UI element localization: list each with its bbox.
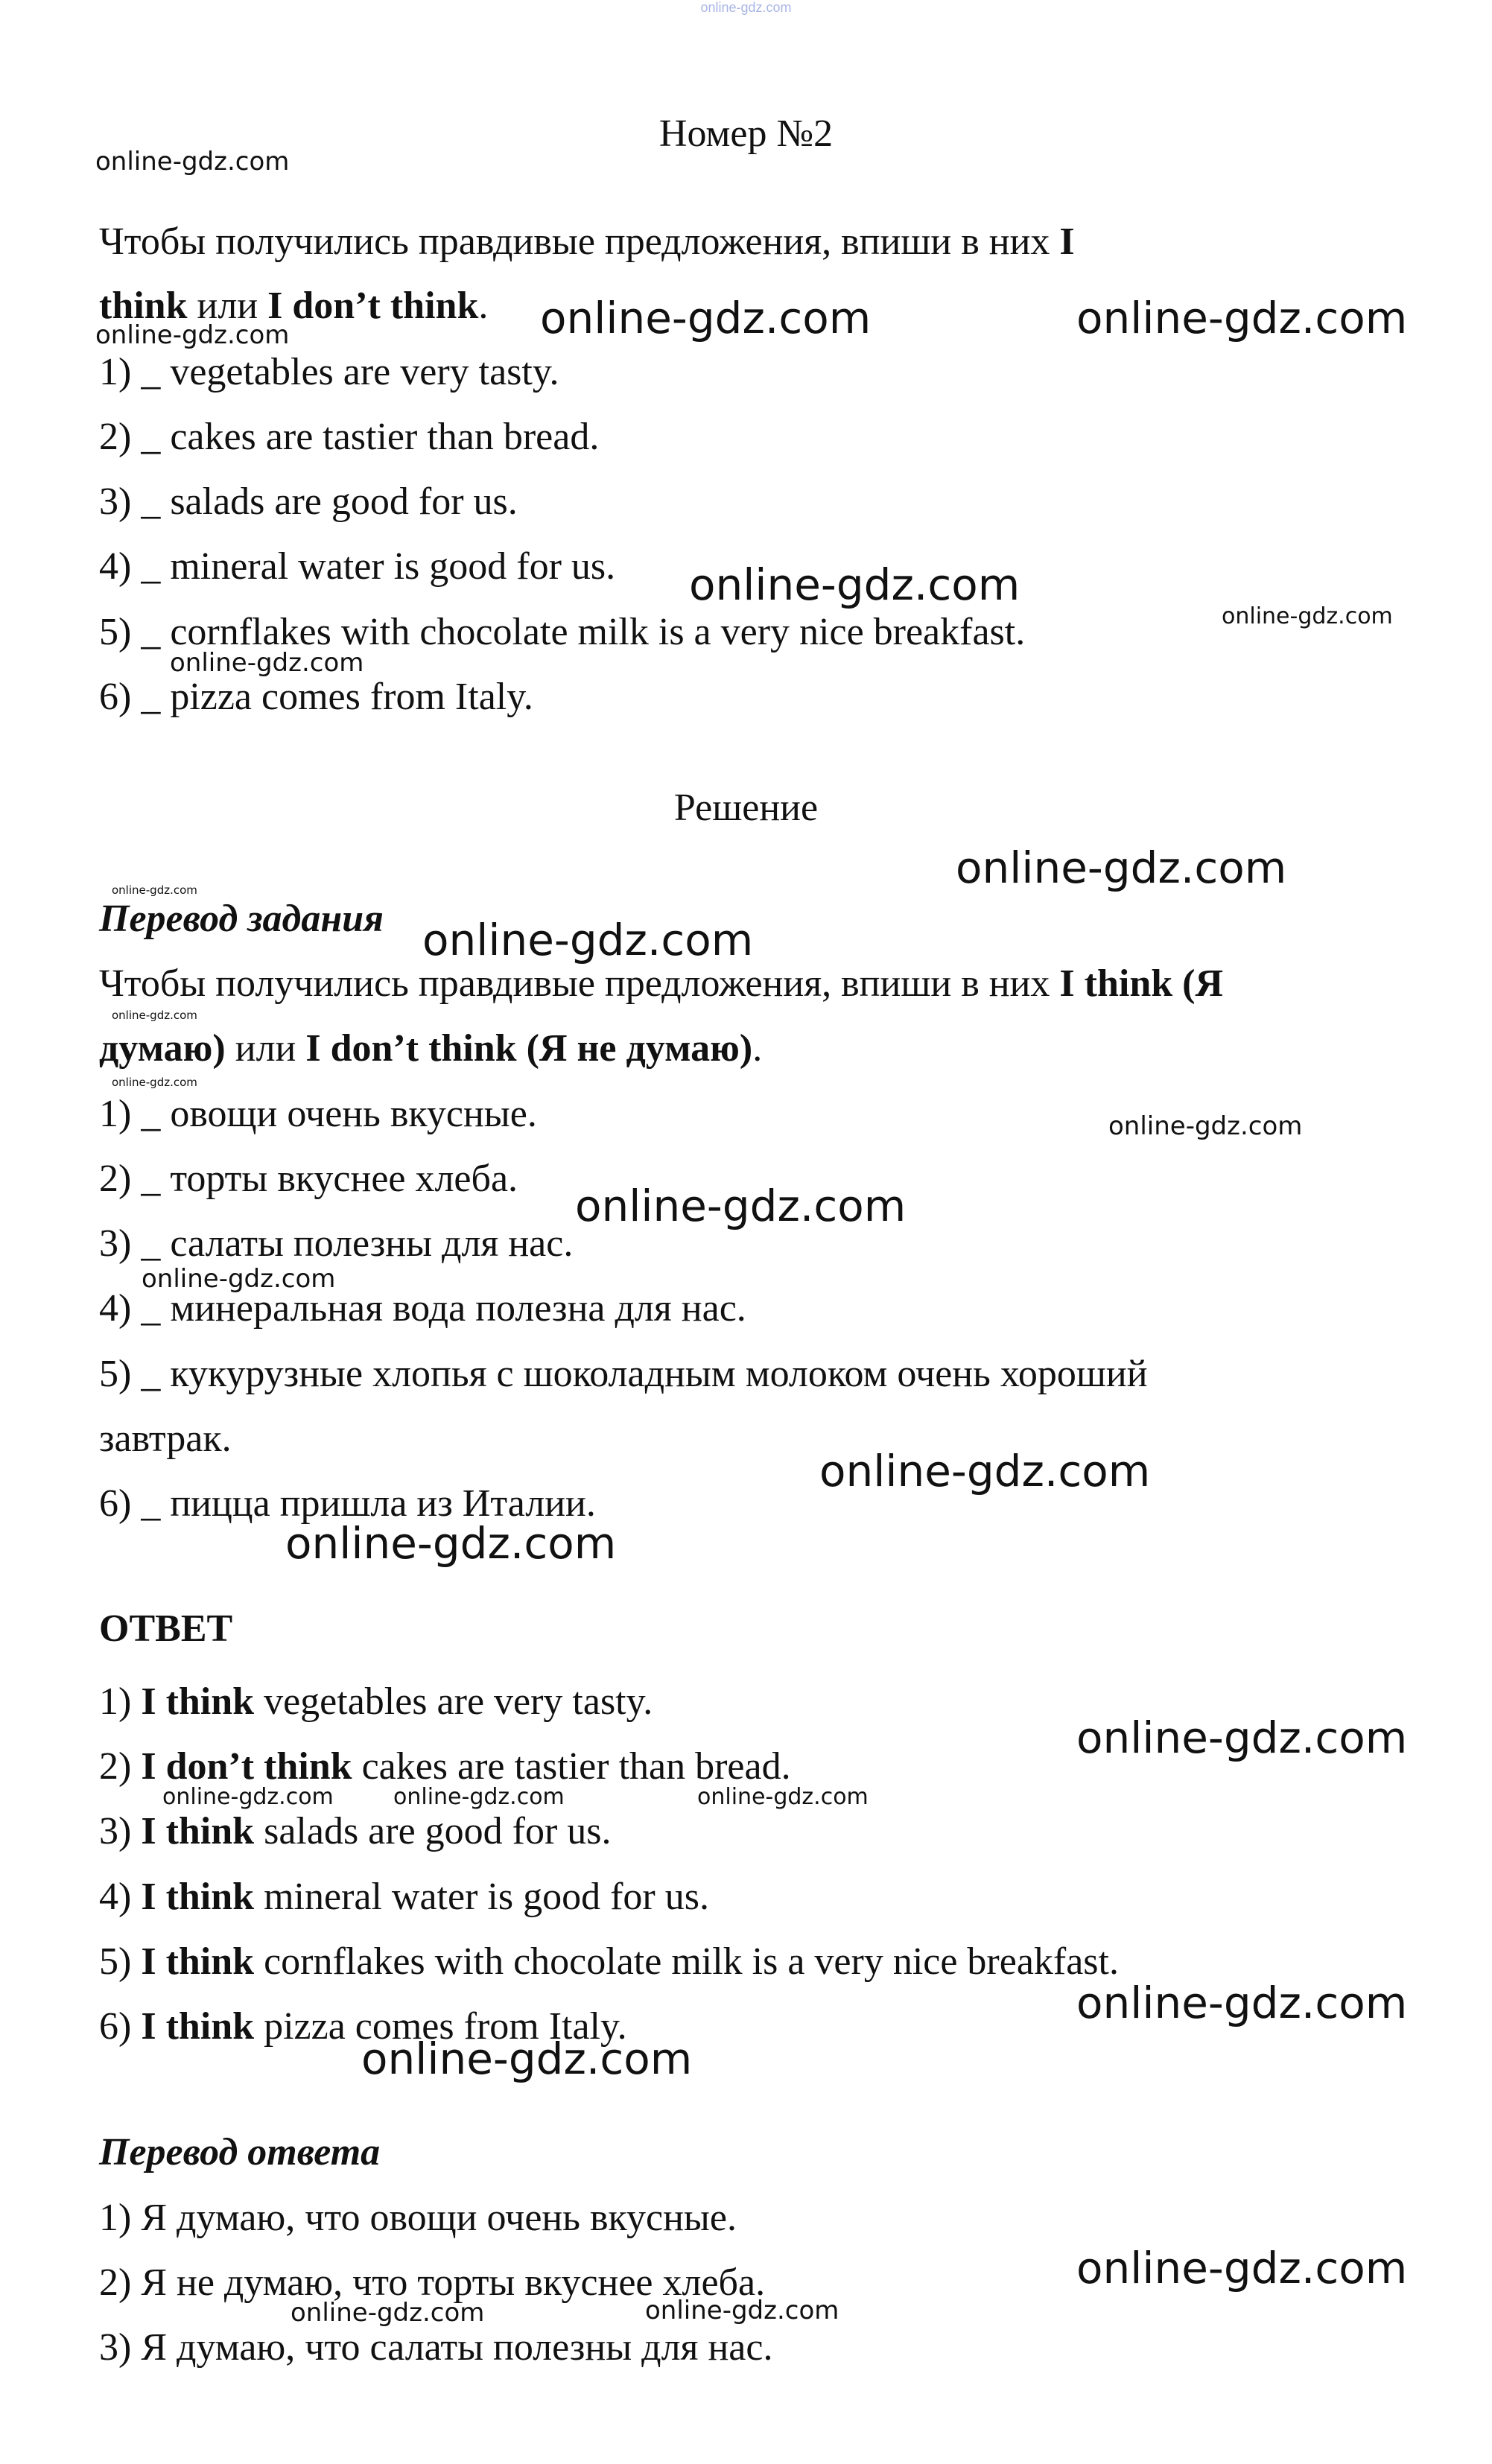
task-intro-end: . bbox=[478, 285, 489, 327]
answer-translation-item: 3) Я думаю, что салаты полезны для нас. bbox=[99, 2326, 773, 2369]
task-item: 2) _ cakes are tastier than bread. bbox=[99, 416, 600, 458]
answer-phrase: I don’t think bbox=[141, 1745, 352, 1788]
watermark: online-gdz.com bbox=[95, 147, 290, 177]
watermark: online-gdz.com bbox=[956, 842, 1287, 893]
answer-num: 6) bbox=[99, 2005, 142, 2048]
watermark: online-gdz.com bbox=[1108, 1111, 1303, 1141]
answer-num: 5) bbox=[99, 1940, 142, 1983]
answer-rest: mineral water is good for us. bbox=[254, 1876, 709, 1918]
top-watermark: online-gdz.com bbox=[700, 0, 792, 15]
answer-phrase: I think bbox=[141, 1940, 255, 1983]
watermark: online-gdz.com bbox=[393, 1784, 565, 1810]
watermark: online-gdz.com bbox=[142, 1264, 336, 1294]
task-item: 6) _ pizza comes from Italy. bbox=[99, 676, 533, 718]
answer-heading: ОТВЕТ bbox=[99, 1607, 233, 1650]
translation-intro-or: или bbox=[225, 1027, 306, 1070]
answer-phrase: I think bbox=[141, 1680, 255, 1723]
watermark: online-gdz.com bbox=[162, 1784, 334, 1810]
translation-intro-bold-b: I don’t think (Я не думаю) bbox=[305, 1027, 753, 1070]
watermark: online-gdz.com bbox=[285, 1518, 617, 1569]
answer-item bbox=[99, 1875, 709, 1920]
solution-heading: Решение bbox=[673, 787, 819, 829]
answer-translation-heading: Перевод ответа bbox=[99, 2131, 381, 2174]
watermark: online-gdz.com bbox=[575, 1181, 907, 1231]
answer-rest: vegetables are very tasty. bbox=[254, 1680, 653, 1723]
watermark: online-gdz.com bbox=[291, 2298, 485, 2328]
answer-phrase: I think bbox=[141, 2005, 255, 2048]
answer-phrase: I think bbox=[141, 1810, 255, 1852]
watermark: online-gdz.com bbox=[540, 293, 872, 343]
watermark: online-gdz.com bbox=[112, 1009, 197, 1022]
translation-item: завтрак. bbox=[99, 1417, 232, 1460]
translation-item: 6) _ пицца пришла из Италии. bbox=[99, 1482, 596, 1525]
watermark: online-gdz.com bbox=[1076, 293, 1408, 343]
task-item: 5) _ cornflakes with chocolate milk is a very nice breakfast. bbox=[99, 611, 1026, 653]
watermark: online-gdz.com bbox=[1076, 1978, 1408, 2028]
watermark: online-gdz.com bbox=[689, 559, 1020, 610]
watermark: online-gdz.com bbox=[170, 648, 364, 678]
answer-item bbox=[99, 1940, 1119, 1984]
watermark: online-gdz.com bbox=[1076, 2243, 1408, 2293]
watermark: online-gdz.com bbox=[422, 915, 754, 965]
task-item: 1) _ vegetables are very tasty. bbox=[99, 351, 559, 393]
translation-item: 5) _ кукурузные хлопья с шоколадным молоком очень хороший bbox=[99, 1353, 1148, 1395]
watermark: online-gdz.com bbox=[1222, 603, 1393, 629]
answer-rest: cakes are tastier than bread. bbox=[352, 1745, 791, 1788]
answer-num: 4) bbox=[99, 1876, 142, 1918]
answer-translation-item: 2) Я не думаю, что торты вкуснее хлеба. bbox=[99, 2261, 766, 2304]
watermark: online-gdz.com bbox=[1076, 1712, 1408, 1763]
task-intro-bold-think: think bbox=[99, 285, 188, 327]
answer-item bbox=[99, 1744, 791, 1789]
translation-intro-text: Чтобы получились правдивые предложения, впиши в них bbox=[99, 962, 1060, 1005]
translation-heading: Перевод задания bbox=[99, 898, 384, 940]
answer-translation-item: 1) Я думаю, что овощи очень вкусные. bbox=[99, 2197, 737, 2239]
translation-intro-line-1 bbox=[99, 962, 1223, 1006]
watermark: online-gdz.com bbox=[819, 1446, 1151, 1496]
page-title: Номер №2 bbox=[658, 112, 834, 155]
answer-phrase: I think bbox=[141, 1876, 255, 1918]
task-intro-or: или bbox=[187, 285, 268, 327]
watermark: online-gdz.com bbox=[645, 2296, 839, 2325]
answer-rest: salads are good for us. bbox=[254, 1810, 612, 1852]
translation-item: 4) _ минеральная вода полезна для нас. bbox=[99, 1287, 746, 1330]
answer-item bbox=[99, 1809, 612, 1854]
translation-item: 2) _ торты вкуснее хлеба. bbox=[99, 1158, 518, 1200]
translation-intro-line-2 bbox=[99, 1026, 762, 1071]
watermark: online-gdz.com bbox=[112, 1076, 197, 1089]
task-intro-text: Чтобы получились правдивые предложения, впиши в них bbox=[99, 220, 1060, 263]
task-item: 4) _ mineral water is good for us. bbox=[99, 545, 616, 588]
watermark: online-gdz.com bbox=[112, 883, 197, 897]
answer-num: 3) bbox=[99, 1810, 142, 1852]
answer-num: 2) bbox=[99, 1745, 142, 1788]
translation-item: 1) _ овощи очень вкусные. bbox=[99, 1093, 537, 1135]
watermark: online-gdz.com bbox=[361, 2033, 693, 2084]
answer-rest: cornflakes with chocolate milk is a very nice breakfast. bbox=[254, 1940, 1119, 1983]
translation-intro-bold: I think (Я bbox=[1059, 962, 1224, 1005]
watermark: online-gdz.com bbox=[697, 1784, 869, 1810]
task-item: 3) _ salads are good for us. bbox=[99, 480, 518, 523]
answer-item bbox=[99, 1680, 653, 1724]
answer-num: 1) bbox=[99, 1680, 142, 1723]
watermark: online-gdz.com bbox=[95, 320, 290, 350]
translation-intro-end: . bbox=[752, 1027, 763, 1070]
task-intro-line-1 bbox=[99, 220, 1075, 264]
translation-item: 3) _ салаты полезны для нас. bbox=[99, 1222, 574, 1265]
translation-intro-bold-a: думаю) bbox=[99, 1027, 226, 1070]
task-intro-bold: I bbox=[1059, 220, 1075, 263]
answer-rest: pizza comes from Italy. bbox=[254, 2005, 627, 2048]
task-intro-bold-dont-think: I don’t think bbox=[267, 285, 479, 327]
